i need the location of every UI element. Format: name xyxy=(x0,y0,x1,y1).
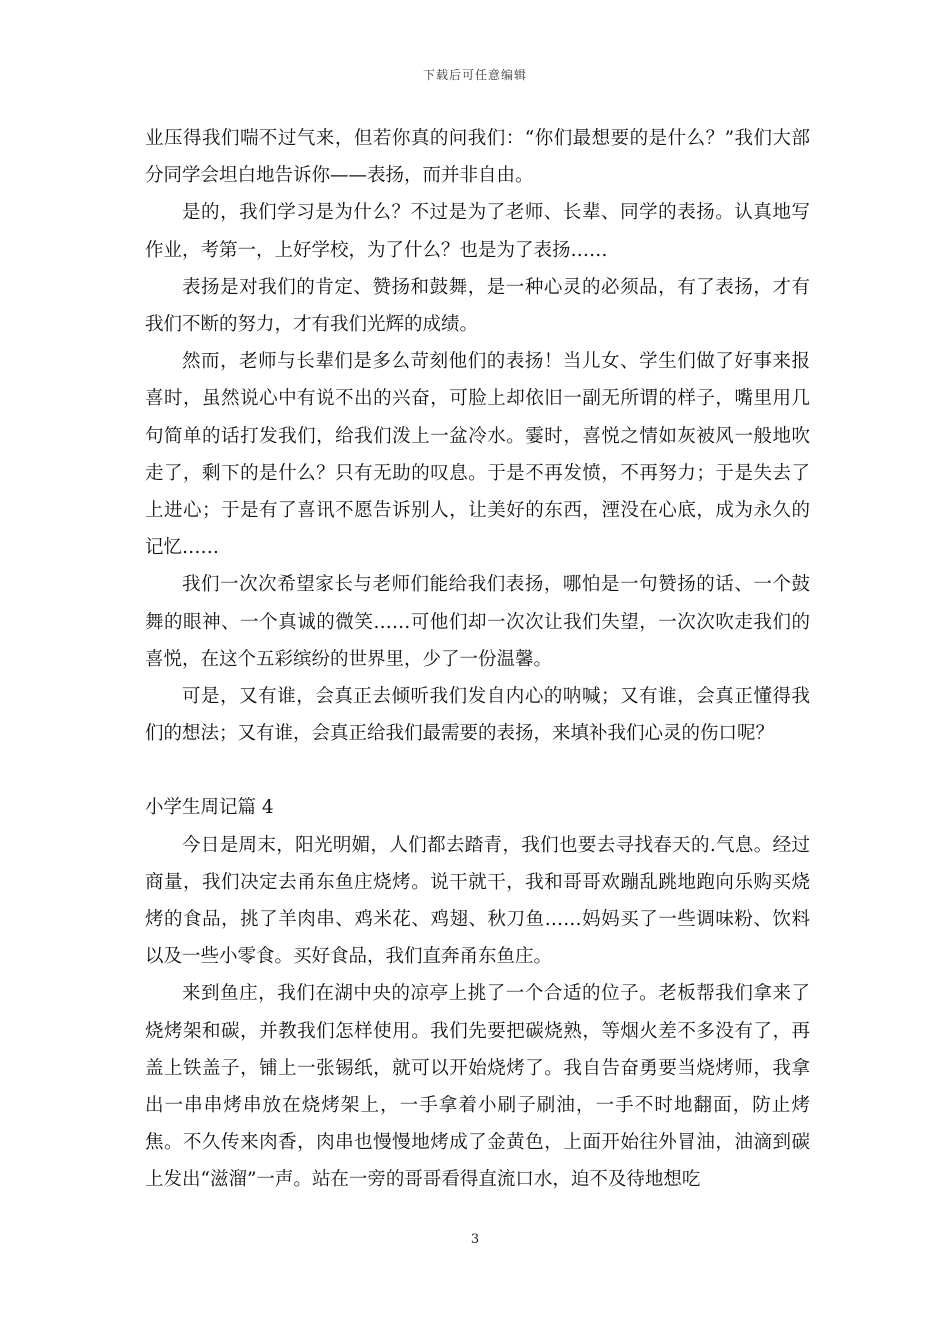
page-number: 3 xyxy=(470,1232,480,1247)
paragraph: 我们一次次希望家长与老师们能给我们表扬，哪怕是一句赞扬的话、一个鼓舞的眼神、一个真诚的微笑……可他们却一次次让我们失望，一次次吹走我们的喜悦，在这个五彩缤纷的世界里，少了一份温馨。 xyxy=(145,574,810,670)
paragraph: 是的，我们学习是为什么？不过是为了老师、长辈、同学的表扬。认真地写作业，考第一，上好学校，为了什么？也是为了表扬…… xyxy=(145,202,810,261)
paragraph: 今日是周末，阳光明媚，人们都去踏青，我们也要去寻找春天的.气息。经过商量，我们决定去甬东鱼庄烧烤。说干就干，我和哥哥欢蹦乱跳地跑向乐购买烧烤的食品，挑了羊肉串、鸡米花、鸡翅、秋刀鱼……妈妈买了一些调味粉、饮料以及一些小零食。买好食品，我们直奔甬东鱼庄。 xyxy=(145,834,810,968)
section-gap xyxy=(145,752,810,789)
document-body xyxy=(145,120,810,1199)
header-note: 下载后可任意编辑 xyxy=(422,68,527,82)
paragraph: 然而，老师与长辈们是多么苛刻他们的表扬！当儿女、学生们做了好事来报喜时，虽然说心中有说不出的兴奋，可脸上却依旧一副无所谓的样子，嘴里用几句简单的话打发我们，给我们泼上一盆冷水。霎时，喜悦之情如灰被风一般地吹走了，剩下的是什么？只有无助的叹息。于是不再发愤，不再努力；于是失去了上进心；于是有了喜讯不愿告诉别人，让美好的东西，湮没在心底，成为永久的记忆…… xyxy=(145,351,810,559)
paragraph: 业压得我们喘不过气来，但若你真的问我们：“你们最想要的是什么？”我们大部分同学会坦白地告诉你——表扬，而并非自由。 xyxy=(145,128,810,187)
paragraph: 表扬是对我们的肯定、赞扬和鼓舞，是一种心灵的必须品，有了表扬，才有我们不断的努力，才有我们光辉的成绩。 xyxy=(145,276,810,336)
paragraph: 可是，又有谁，会真正去倾听我们发自内心的呐喊；又有谁，会真正懂得我们的想法；又有谁，会真正给我们最需要的表扬，来填补我们心灵的伤口呢？ xyxy=(145,686,810,745)
paragraph: 来到鱼庄，我们在湖中央的凉亭上挑了一个合适的位子。老板帮我们拿来了烧烤架和碳，并教我们怎样使用。我们先要把碳烧熟，等烟火差不多没有了，再盖上铁盖子，铺上一张锡纸，就可以开始烧烤了。我自告奋勇要当烧烤师，我拿出一串串烤串放在烧烤架上，一手拿着小刷子刷油，一手不时地翻面，防止烤焦。不久传来肉香，肉串也慢慢地烤成了金黄色，上面开始往外冒油，油滴到碳上发出“滋溜”一声。站在一旁的哥哥看得直流口水，迫不及待地想吃 xyxy=(145,983,810,1191)
section-title: 小学生周记篇 4 xyxy=(145,797,274,819)
